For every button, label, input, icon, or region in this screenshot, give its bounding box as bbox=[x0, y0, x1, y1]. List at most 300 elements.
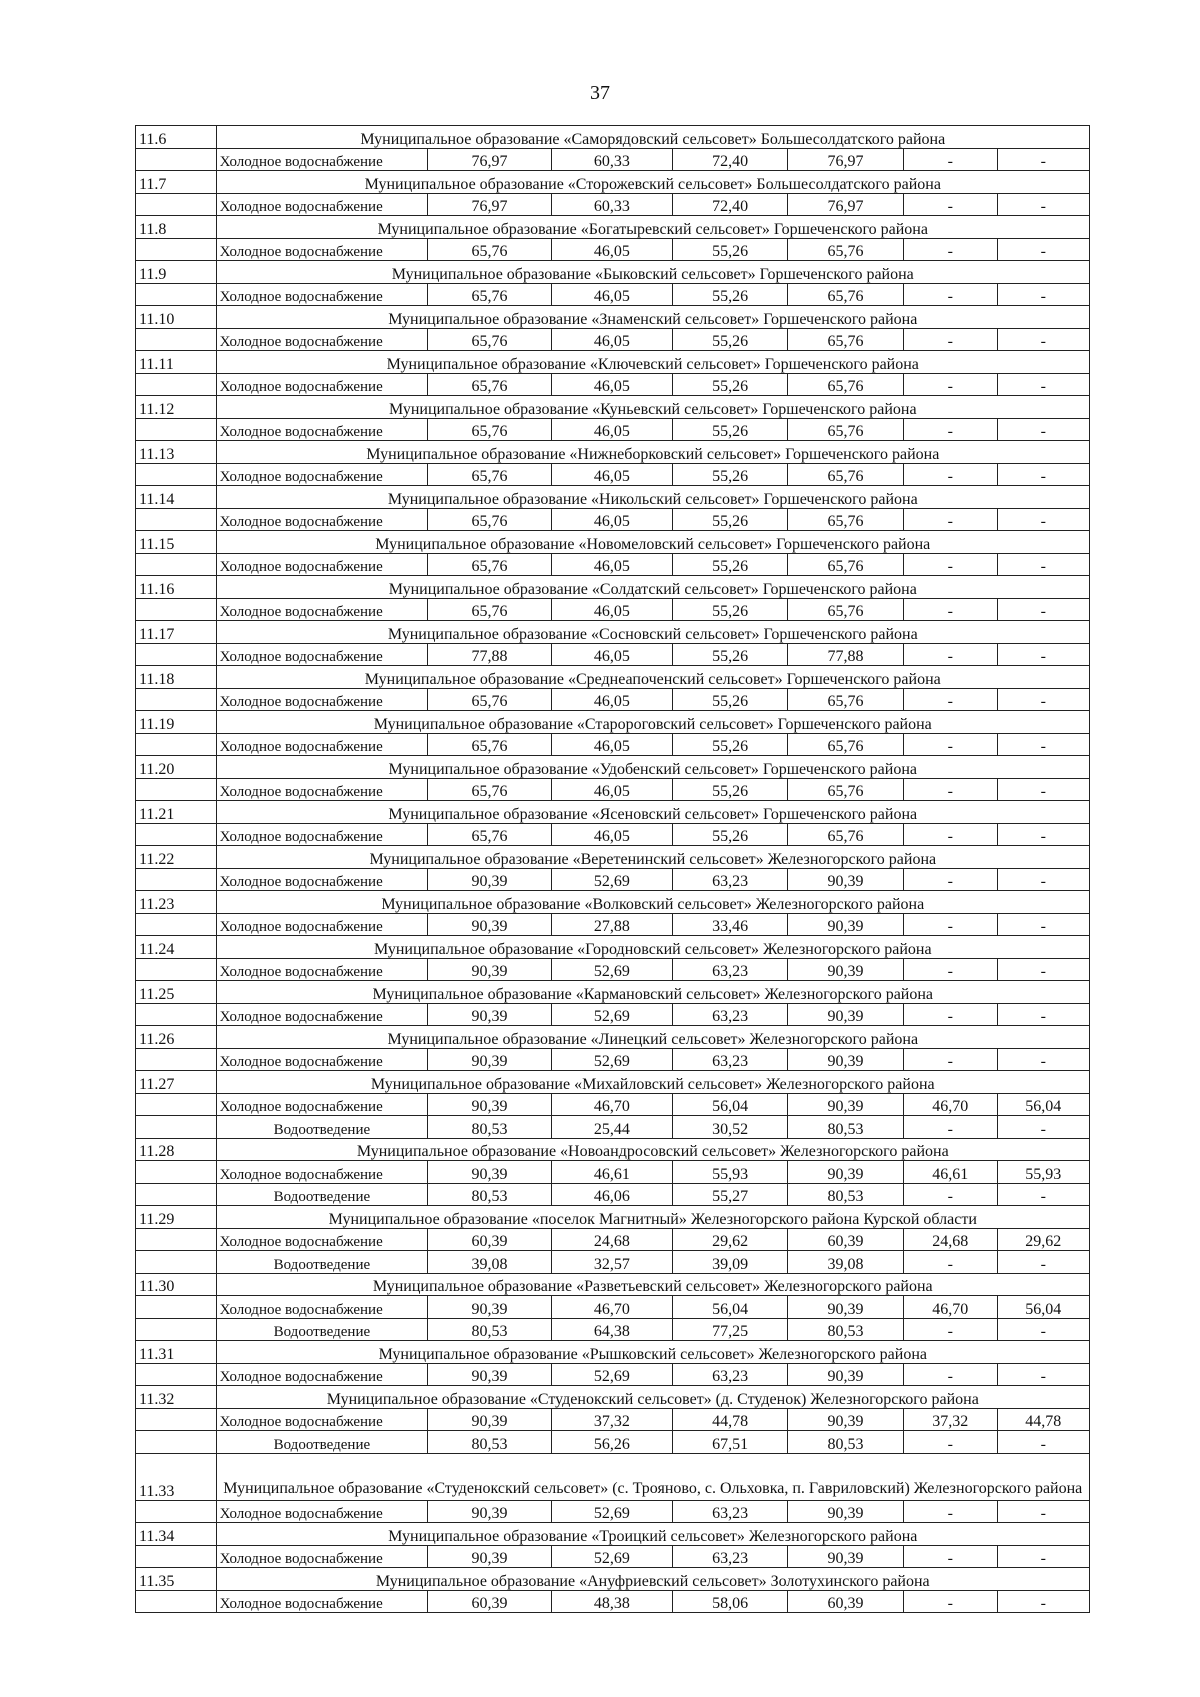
tariff-value: 52,69 bbox=[551, 1545, 672, 1568]
tariff-row bbox=[136, 688, 1090, 711]
tariff-value: 65,76 bbox=[788, 238, 904, 261]
section-number: 11.27 bbox=[136, 1071, 217, 1094]
section-header-row bbox=[136, 126, 1090, 149]
empty-number-cell bbox=[136, 643, 217, 666]
section-header-row bbox=[136, 486, 1090, 509]
tariff-value: - bbox=[904, 1318, 997, 1341]
tariff-value: - bbox=[904, 1363, 997, 1386]
section-header-row bbox=[136, 1273, 1090, 1296]
tariff-value: 60,33 bbox=[551, 193, 672, 216]
tariff-value: - bbox=[904, 508, 997, 531]
tariff-value: 46,05 bbox=[551, 688, 672, 711]
page-number: 37 bbox=[590, 82, 610, 104]
empty-number-cell bbox=[136, 733, 217, 756]
tariff-value: 90,39 bbox=[788, 1048, 904, 1071]
tariff-value: 55,26 bbox=[673, 553, 788, 576]
tariff-value: - bbox=[904, 688, 997, 711]
tariff-row bbox=[136, 373, 1090, 396]
tariff-value: 46,05 bbox=[551, 553, 672, 576]
service-name: Холодное водоснабжение bbox=[216, 913, 428, 936]
tariff-value: 90,39 bbox=[788, 1296, 904, 1319]
tariff-row bbox=[136, 328, 1090, 351]
tariff-value: 90,39 bbox=[428, 1003, 552, 1026]
tariff-row bbox=[136, 1408, 1090, 1431]
tariff-value: 46,05 bbox=[551, 373, 672, 396]
tariff-value: 52,69 bbox=[551, 1003, 672, 1026]
municipality-title: Муниципальное образование «Старороговский сельсовет» Горшеченского района bbox=[216, 711, 1089, 734]
municipality-title: Муниципальное образование «Солдатский сельсовет» Горшеченского района bbox=[216, 576, 1089, 599]
tariff-row bbox=[136, 1500, 1090, 1523]
section-number: 11.20 bbox=[136, 756, 217, 779]
section-header-row bbox=[136, 1568, 1090, 1591]
section-number: 11.13 bbox=[136, 441, 217, 464]
tariff-value: 90,39 bbox=[788, 1363, 904, 1386]
service-name: Холодное водоснабжение bbox=[216, 1590, 428, 1613]
municipality-title: Муниципальное образование «Богатыревский сельсовет» Горшеченского района bbox=[216, 216, 1089, 239]
tariff-value: 39,09 bbox=[673, 1251, 788, 1274]
tariff-value: 64,38 bbox=[551, 1318, 672, 1341]
tariff-value: - bbox=[997, 553, 1090, 576]
section-header-row bbox=[136, 756, 1090, 779]
empty-number-cell bbox=[136, 1590, 217, 1613]
tariff-row bbox=[136, 1590, 1090, 1613]
service-name: Водоотведение bbox=[216, 1251, 428, 1274]
tariff-value: 46,05 bbox=[551, 283, 672, 306]
tariff-value: 65,76 bbox=[428, 328, 552, 351]
tariff-value: 67,51 bbox=[673, 1431, 788, 1454]
section-header-row bbox=[136, 1206, 1090, 1229]
tariff-value: 90,39 bbox=[428, 1545, 552, 1568]
tariff-row bbox=[136, 418, 1090, 441]
tariff-value: - bbox=[904, 193, 997, 216]
section-number: 11.24 bbox=[136, 936, 217, 959]
tariff-value: 55,26 bbox=[673, 733, 788, 756]
tariff-value: 80,53 bbox=[788, 1318, 904, 1341]
service-name: Холодное водоснабжение bbox=[216, 958, 428, 981]
tariff-value: 39,08 bbox=[788, 1251, 904, 1274]
tariff-value: 29,62 bbox=[997, 1228, 1090, 1251]
empty-number-cell bbox=[136, 778, 217, 801]
tariff-value: 55,26 bbox=[673, 823, 788, 846]
tariff-value: 63,23 bbox=[673, 1363, 788, 1386]
tariff-value: 80,53 bbox=[428, 1431, 552, 1454]
tariff-value: 60,39 bbox=[428, 1228, 552, 1251]
tariff-value: 46,05 bbox=[551, 778, 672, 801]
section-header-row bbox=[136, 1523, 1090, 1546]
tariff-value: 56,04 bbox=[997, 1093, 1090, 1116]
service-name: Водоотведение bbox=[216, 1116, 428, 1139]
tariff-value: - bbox=[904, 1183, 997, 1206]
tariff-value: 90,39 bbox=[428, 1296, 552, 1319]
tariff-row bbox=[136, 1003, 1090, 1026]
empty-number-cell bbox=[136, 283, 217, 306]
service-name: Холодное водоснабжение bbox=[216, 463, 428, 486]
tariff-value: 65,76 bbox=[788, 328, 904, 351]
tariff-value: 65,76 bbox=[428, 283, 552, 306]
tariff-row bbox=[136, 1183, 1090, 1206]
tariff-value: - bbox=[997, 238, 1090, 261]
service-name: Холодное водоснабжение bbox=[216, 1228, 428, 1251]
tariff-value: 55,26 bbox=[673, 598, 788, 621]
service-name: Холодное водоснабжение bbox=[216, 1363, 428, 1386]
tariff-value: - bbox=[904, 643, 997, 666]
tariff-value: 65,76 bbox=[788, 778, 904, 801]
tariff-value: - bbox=[904, 418, 997, 441]
empty-number-cell bbox=[136, 958, 217, 981]
tariff-row bbox=[136, 823, 1090, 846]
section-header-row bbox=[136, 441, 1090, 464]
tariff-value: 65,76 bbox=[428, 778, 552, 801]
tariff-value: 80,53 bbox=[788, 1116, 904, 1139]
section-header-row bbox=[136, 306, 1090, 329]
municipality-title: Муниципальное образование «Городновский сельсовет» Железногорского района bbox=[216, 936, 1089, 959]
service-name: Холодное водоснабжение bbox=[216, 733, 428, 756]
municipality-title: Муниципальное образование «Новомеловский сельсовет» Горшеченского района bbox=[216, 531, 1089, 554]
tariff-value: 65,76 bbox=[428, 598, 552, 621]
tariff-value: 80,53 bbox=[788, 1183, 904, 1206]
municipality-title: Муниципальное образование «Куньевский сельсовет» Горшеченского района bbox=[216, 396, 1089, 419]
empty-number-cell bbox=[136, 1318, 217, 1341]
section-number: 11.6 bbox=[136, 126, 217, 149]
tariff-value: 90,39 bbox=[788, 913, 904, 936]
tariff-row bbox=[136, 598, 1090, 621]
service-name: Холодное водоснабжение bbox=[216, 328, 428, 351]
tariff-value: - bbox=[997, 328, 1090, 351]
empty-number-cell bbox=[136, 1161, 217, 1184]
empty-number-cell bbox=[136, 1500, 217, 1523]
tariff-value: 65,76 bbox=[788, 508, 904, 531]
tariff-value: 25,44 bbox=[551, 1116, 672, 1139]
tariff-value: 52,69 bbox=[551, 868, 672, 891]
tariff-value: 72,40 bbox=[673, 148, 788, 171]
section-number: 11.30 bbox=[136, 1273, 217, 1296]
tariff-value: - bbox=[904, 958, 997, 981]
tariff-row bbox=[136, 1431, 1090, 1454]
tariff-row bbox=[136, 1048, 1090, 1071]
tariff-value: 65,76 bbox=[428, 733, 552, 756]
tariff-value: - bbox=[997, 1116, 1090, 1139]
tariff-value: - bbox=[997, 688, 1090, 711]
tariff-value: 55,26 bbox=[673, 283, 788, 306]
section-header-row bbox=[136, 171, 1090, 194]
tariff-value: 60,39 bbox=[788, 1228, 904, 1251]
municipality-title: Муниципальное образование «Новоандросовский сельсовет» Железногорского района bbox=[216, 1138, 1089, 1161]
empty-number-cell bbox=[136, 1116, 217, 1139]
section-number: 11.35 bbox=[136, 1568, 217, 1591]
tariff-value: 46,61 bbox=[551, 1161, 672, 1184]
empty-number-cell bbox=[136, 1363, 217, 1386]
tariff-value: 48,38 bbox=[551, 1590, 672, 1613]
tariff-value: 80,53 bbox=[428, 1318, 552, 1341]
tariff-value: 55,93 bbox=[997, 1161, 1090, 1184]
tariff-row bbox=[136, 958, 1090, 981]
tariff-value: 44,78 bbox=[997, 1408, 1090, 1431]
section-header-row bbox=[136, 846, 1090, 869]
tariff-value: - bbox=[997, 733, 1090, 756]
tariff-value: 90,39 bbox=[428, 1408, 552, 1431]
tariff-value: 90,39 bbox=[788, 1408, 904, 1431]
empty-number-cell bbox=[136, 598, 217, 621]
tariff-value: 90,39 bbox=[428, 1161, 552, 1184]
tariff-value: 90,39 bbox=[788, 958, 904, 981]
tariff-value: 65,76 bbox=[788, 373, 904, 396]
tariff-value: - bbox=[904, 463, 997, 486]
section-header-row bbox=[136, 216, 1090, 239]
section-header-row bbox=[136, 1341, 1090, 1364]
tariff-value: - bbox=[997, 958, 1090, 981]
section-header-row bbox=[136, 531, 1090, 554]
service-name: Холодное водоснабжение bbox=[216, 1003, 428, 1026]
section-header-row bbox=[136, 576, 1090, 599]
tariff-value: - bbox=[904, 868, 997, 891]
section-header-row bbox=[136, 1071, 1090, 1094]
tariff-value: 46,05 bbox=[551, 823, 672, 846]
service-name: Холодное водоснабжение bbox=[216, 1408, 428, 1431]
tariff-value: 65,76 bbox=[788, 283, 904, 306]
tariff-value: - bbox=[997, 778, 1090, 801]
tariff-table bbox=[135, 125, 1090, 1613]
service-name: Холодное водоснабжение bbox=[216, 868, 428, 891]
empty-number-cell bbox=[136, 913, 217, 936]
tariff-value: - bbox=[997, 1318, 1090, 1341]
tariff-value: - bbox=[904, 1116, 997, 1139]
section-number: 11.15 bbox=[136, 531, 217, 554]
tariff-value: 65,76 bbox=[428, 373, 552, 396]
tariff-value: 90,39 bbox=[428, 913, 552, 936]
municipality-title: Муниципальное образование «Волковский сельсовет» Железногорского района bbox=[216, 891, 1089, 914]
municipality-title: Муниципальное образование «Никольский сельсовет» Горшеченского района bbox=[216, 486, 1089, 509]
empty-number-cell bbox=[136, 328, 217, 351]
municipality-title: Муниципальное образование «Ключевский сельсовет» Горшеченского района bbox=[216, 351, 1089, 374]
service-name: Холодное водоснабжение bbox=[216, 1545, 428, 1568]
tariff-value: - bbox=[904, 913, 997, 936]
municipality-title: Муниципальное образование «Студенокский сельсовет» (с. Трояново, с. Ольховка, п. Гавриловский) Железногорского района bbox=[216, 1453, 1089, 1500]
tariff-value: 46,70 bbox=[551, 1296, 672, 1319]
municipality-title: Муниципальное образование «Троицкий сельсовет» Железногорского района bbox=[216, 1523, 1089, 1546]
section-number: 11.25 bbox=[136, 981, 217, 1004]
tariff-value: 37,32 bbox=[551, 1408, 672, 1431]
tariff-value: - bbox=[997, 283, 1090, 306]
section-number: 11.32 bbox=[136, 1386, 217, 1409]
empty-number-cell bbox=[136, 1003, 217, 1026]
tariff-value: - bbox=[904, 1590, 997, 1613]
service-name: Водоотведение bbox=[216, 1183, 428, 1206]
tariff-value: - bbox=[997, 868, 1090, 891]
tariff-value: 63,23 bbox=[673, 868, 788, 891]
tariff-value: 80,53 bbox=[428, 1183, 552, 1206]
tariff-value: 63,23 bbox=[673, 1048, 788, 1071]
section-number: 11.22 bbox=[136, 846, 217, 869]
section-number: 11.11 bbox=[136, 351, 217, 374]
tariff-value: - bbox=[904, 328, 997, 351]
service-name: Холодное водоснабжение bbox=[216, 823, 428, 846]
tariff-value: 90,39 bbox=[788, 868, 904, 891]
tariff-value: 56,04 bbox=[997, 1296, 1090, 1319]
section-header-row bbox=[136, 396, 1090, 419]
tariff-value: 65,76 bbox=[788, 823, 904, 846]
tariff-value: - bbox=[997, 1183, 1090, 1206]
section-header-row bbox=[136, 1026, 1090, 1049]
tariff-row bbox=[136, 238, 1090, 261]
service-name: Водоотведение bbox=[216, 1318, 428, 1341]
tariff-value: 52,69 bbox=[551, 1500, 672, 1523]
empty-number-cell bbox=[136, 1431, 217, 1454]
tariff-value: 90,39 bbox=[788, 1161, 904, 1184]
tariff-value: 63,23 bbox=[673, 1500, 788, 1523]
tariff-value: 44,78 bbox=[673, 1408, 788, 1431]
tariff-row bbox=[136, 1228, 1090, 1251]
section-number: 11.9 bbox=[136, 261, 217, 284]
tariff-value: 55,26 bbox=[673, 643, 788, 666]
empty-number-cell bbox=[136, 238, 217, 261]
tariff-value: - bbox=[997, 373, 1090, 396]
municipality-title: Муниципальное образование «Разветьевский сельсовет» Железногорского района bbox=[216, 1273, 1089, 1296]
tariff-value: 60,39 bbox=[428, 1590, 552, 1613]
municipality-title: Муниципальное образование «Кармановский сельсовет» Железногорского района bbox=[216, 981, 1089, 1004]
tariff-value: - bbox=[997, 823, 1090, 846]
tariff-value: 65,76 bbox=[788, 418, 904, 441]
tariff-value: - bbox=[904, 1251, 997, 1274]
tariff-value: 56,04 bbox=[673, 1296, 788, 1319]
tariff-value: 65,76 bbox=[428, 418, 552, 441]
tariff-value: 55,26 bbox=[673, 778, 788, 801]
empty-number-cell bbox=[136, 193, 217, 216]
tariff-row bbox=[136, 508, 1090, 531]
tariff-row bbox=[136, 1093, 1090, 1116]
tariff-value: - bbox=[904, 148, 997, 171]
tariff-table-body bbox=[136, 126, 1090, 1613]
tariff-value: 65,76 bbox=[788, 733, 904, 756]
section-number: 11.7 bbox=[136, 171, 217, 194]
service-name: Холодное водоснабжение bbox=[216, 418, 428, 441]
section-header-row bbox=[136, 351, 1090, 374]
municipality-title: Муниципальное образование «Ануфриевский сельсовет» Золотухинского района bbox=[216, 1568, 1089, 1591]
municipality-title: Муниципальное образование «Сосновский сельсовет» Горшеченского района bbox=[216, 621, 1089, 644]
tariff-value: 90,39 bbox=[428, 958, 552, 981]
tariff-value: 65,76 bbox=[788, 598, 904, 621]
tariff-value: 46,05 bbox=[551, 643, 672, 666]
tariff-value: 46,05 bbox=[551, 418, 672, 441]
tariff-row bbox=[136, 778, 1090, 801]
municipality-title: Муниципальное образование «Веретенинский сельсовет» Железногорского района bbox=[216, 846, 1089, 869]
tariff-row bbox=[136, 193, 1090, 216]
tariff-value: 80,53 bbox=[428, 1116, 552, 1139]
tariff-row bbox=[136, 1161, 1090, 1184]
section-number: 11.21 bbox=[136, 801, 217, 824]
tariff-value: 55,26 bbox=[673, 418, 788, 441]
tariff-value: - bbox=[997, 463, 1090, 486]
service-name: Водоотведение bbox=[216, 1431, 428, 1454]
tariff-value: 46,05 bbox=[551, 328, 672, 351]
service-name: Холодное водоснабжение bbox=[216, 598, 428, 621]
section-number: 11.29 bbox=[136, 1206, 217, 1229]
tariff-value: - bbox=[904, 1003, 997, 1026]
tariff-value: 58,06 bbox=[673, 1590, 788, 1613]
empty-number-cell bbox=[136, 1408, 217, 1431]
empty-number-cell bbox=[136, 1183, 217, 1206]
tariff-row bbox=[136, 868, 1090, 891]
tariff-value: - bbox=[904, 733, 997, 756]
tariff-value: 46,61 bbox=[904, 1161, 997, 1184]
municipality-title: Муниципальное образование «Удобенский сельсовет» Горшеченского района bbox=[216, 756, 1089, 779]
tariff-row bbox=[136, 733, 1090, 756]
service-name: Холодное водоснабжение bbox=[216, 373, 428, 396]
tariff-value: 65,76 bbox=[788, 688, 904, 711]
empty-number-cell bbox=[136, 1251, 217, 1274]
tariff-row bbox=[136, 148, 1090, 171]
tariff-row bbox=[136, 1318, 1090, 1341]
section-header-row bbox=[136, 666, 1090, 689]
tariff-value: 65,76 bbox=[428, 688, 552, 711]
tariff-value: 90,39 bbox=[788, 1500, 904, 1523]
tariff-value: 65,76 bbox=[428, 553, 552, 576]
tariff-value: 76,97 bbox=[428, 148, 552, 171]
tariff-value: 63,23 bbox=[673, 1003, 788, 1026]
section-number: 11.16 bbox=[136, 576, 217, 599]
section-number: 11.14 bbox=[136, 486, 217, 509]
tariff-value: - bbox=[997, 1251, 1090, 1274]
tariff-value: 46,05 bbox=[551, 508, 672, 531]
section-number: 11.17 bbox=[136, 621, 217, 644]
tariff-value: - bbox=[997, 193, 1090, 216]
municipality-title: Муниципальное образование «Нижнеборковский сельсовет» Горшеченского района bbox=[216, 441, 1089, 464]
tariff-value: 32,57 bbox=[551, 1251, 672, 1274]
section-number: 11.12 bbox=[136, 396, 217, 419]
tariff-row bbox=[136, 553, 1090, 576]
tariff-value: - bbox=[997, 418, 1090, 441]
tariff-value: 24,68 bbox=[551, 1228, 672, 1251]
tariff-value: 52,69 bbox=[551, 1048, 672, 1071]
tariff-value: - bbox=[997, 913, 1090, 936]
service-name: Холодное водоснабжение bbox=[216, 643, 428, 666]
tariff-value: - bbox=[997, 1545, 1090, 1568]
section-header-row bbox=[136, 1138, 1090, 1161]
tariff-value: 77,25 bbox=[673, 1318, 788, 1341]
tariff-value: 55,26 bbox=[673, 463, 788, 486]
service-name: Холодное водоснабжение bbox=[216, 778, 428, 801]
tariff-value: - bbox=[997, 643, 1090, 666]
section-header-row bbox=[136, 1386, 1090, 1409]
tariff-value: 90,39 bbox=[428, 1363, 552, 1386]
tariff-row bbox=[136, 283, 1090, 306]
tariff-value: 90,39 bbox=[788, 1545, 904, 1568]
municipality-title: Муниципальное образование «Сторожевский сельсовет» Большесолдатского района bbox=[216, 171, 1089, 194]
service-name: Холодное водоснабжение bbox=[216, 1161, 428, 1184]
tariff-value: - bbox=[904, 1431, 997, 1454]
empty-number-cell bbox=[136, 373, 217, 396]
tariff-row bbox=[136, 463, 1090, 486]
section-number: 11.8 bbox=[136, 216, 217, 239]
tariff-value: 55,26 bbox=[673, 373, 788, 396]
tariff-row bbox=[136, 913, 1090, 936]
tariff-value: - bbox=[904, 373, 997, 396]
empty-number-cell bbox=[136, 148, 217, 171]
tariff-value: 77,88 bbox=[788, 643, 904, 666]
section-header-row bbox=[136, 801, 1090, 824]
tariff-value: - bbox=[904, 598, 997, 621]
tariff-value: 30,52 bbox=[673, 1116, 788, 1139]
service-name: Холодное водоснабжение bbox=[216, 1296, 428, 1319]
tariff-row bbox=[136, 1545, 1090, 1568]
municipality-title: Муниципальное образование «поселок Магнитный» Железногорского района Курской области bbox=[216, 1206, 1089, 1229]
tariff-value: 80,53 bbox=[788, 1431, 904, 1454]
empty-number-cell bbox=[136, 508, 217, 531]
tariff-value: 65,76 bbox=[428, 823, 552, 846]
empty-number-cell bbox=[136, 1228, 217, 1251]
tariff-row bbox=[136, 1251, 1090, 1274]
tariff-value: 46,05 bbox=[551, 598, 672, 621]
municipality-title: Муниципальное образование «Линецкий сельсовет» Железногорского района bbox=[216, 1026, 1089, 1049]
